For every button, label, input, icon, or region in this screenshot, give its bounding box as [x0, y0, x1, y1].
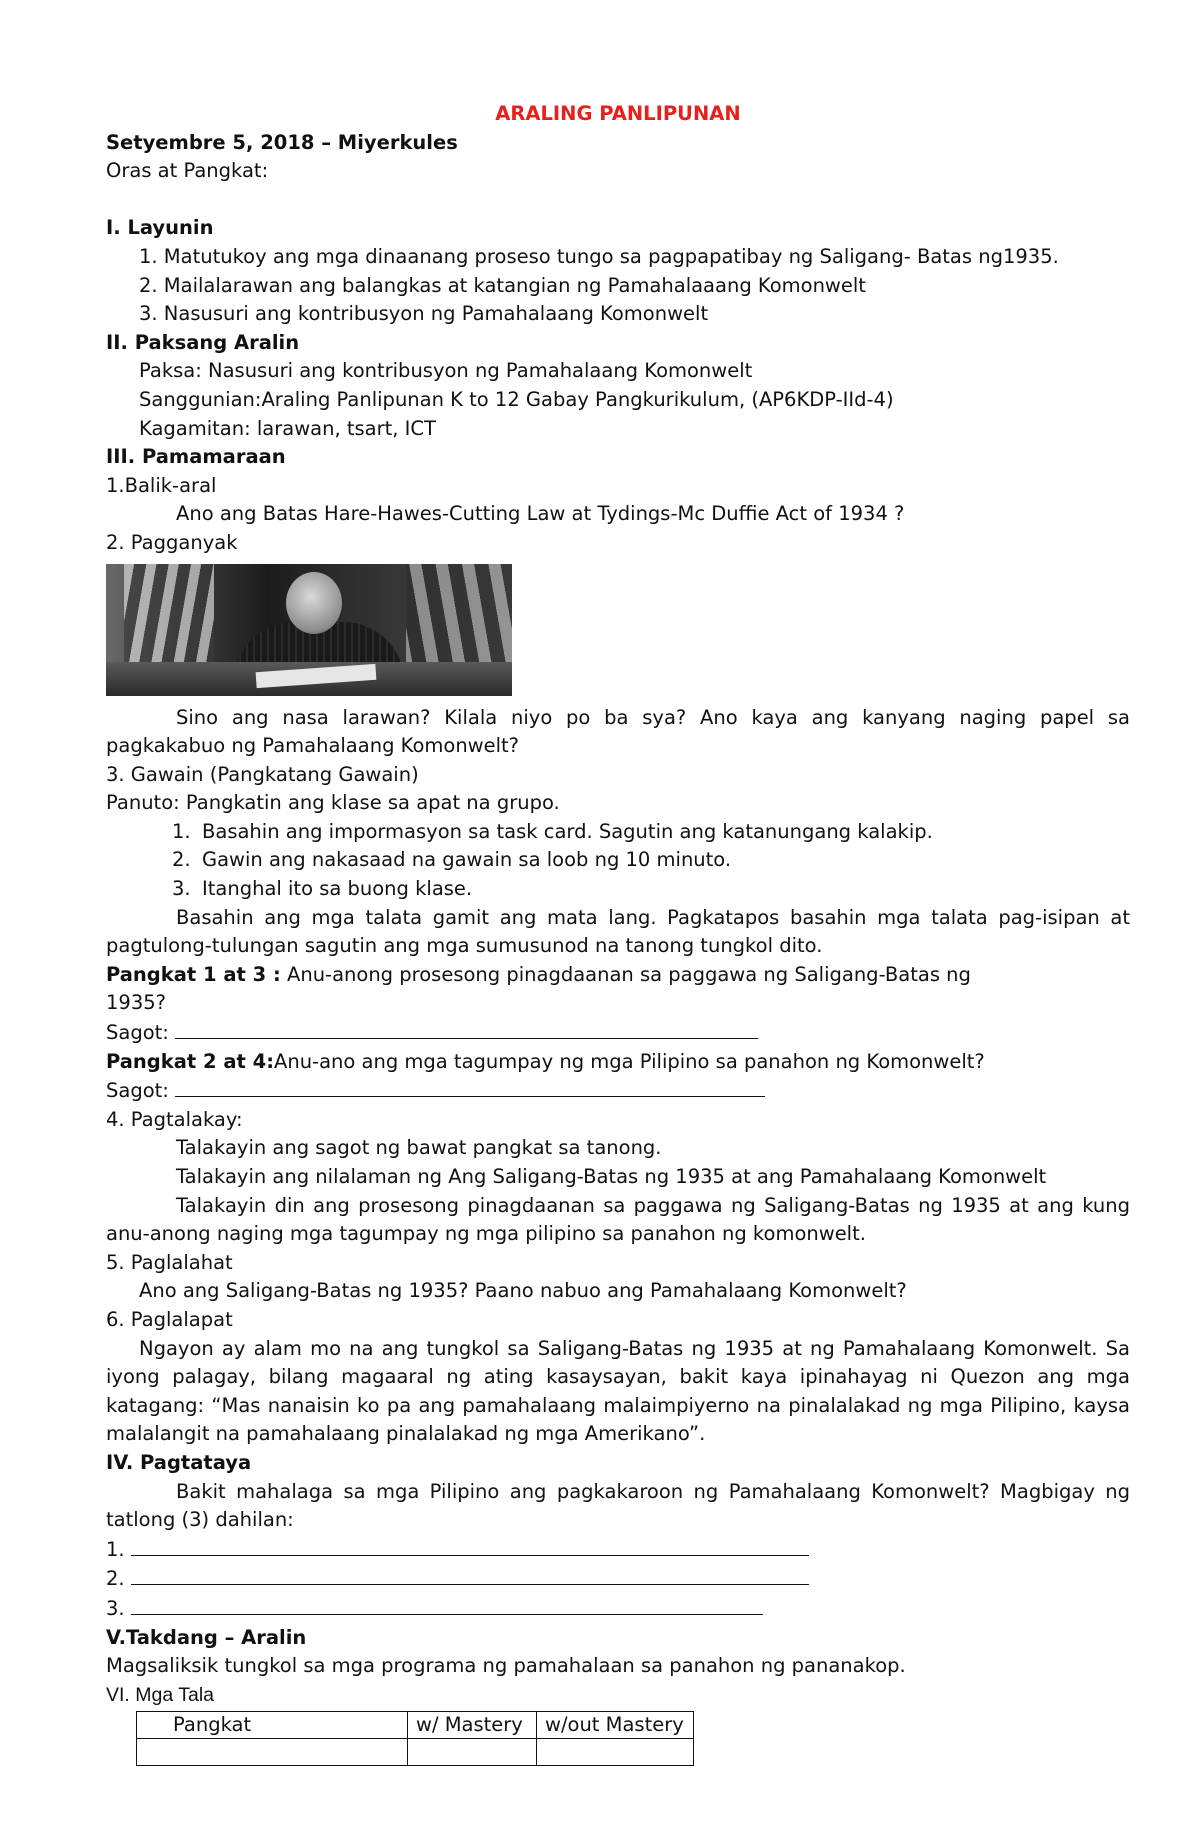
pangkat-question-text: Anu-anong prosesong pinagdaanan sa paggawa ng Saligang-Batas ng: [280, 962, 971, 986]
talakay-paragraph: Talakayin din ang prosesong pinagdaanan sa paggawa ng Saligang-Batas ng 1935 at ang kung anu-anong naging mga tagumpay ng mga pilipino sa panahon ng komonwelt.: [106, 1193, 1130, 1246]
paksa-line: Paksa: Nasusuri ang kontribusyon ng Pamahalaang Komonwelt: [139, 359, 753, 383]
balik-aral-question: Ano ang Batas Hare-Hawes-Cutting Law at Tydings-Mc Duffie Act of 1934 ?: [176, 502, 905, 526]
gawain-item: [106, 846, 1130, 875]
answer-number: 3.: [106, 1596, 131, 1620]
pagtataya-question: Bakit mahalaga sa mga Pilipino ang pagkakaroon ng Pamahalaang Komonwelt? Magbigay ng tatlong (3) dahilan:: [106, 1479, 1130, 1532]
takdang-aralin-heading: V.Takdang – Aralin: [106, 1625, 307, 1649]
answer-line-2: [106, 1564, 1130, 1594]
page-title: ARALING PANLIPUNAN: [495, 102, 741, 125]
pangkat-label: Pangkat 2 at 4:: [106, 1049, 274, 1073]
sagot-label: Sagot:: [106, 1079, 176, 1103]
gawain-item: [106, 875, 1130, 904]
pamamaraan-heading: III. Pamamaraan: [106, 445, 286, 469]
basahin-paragraph: Basahin ang mga talata gamit ang mata lang. Pagkatapos basahin mga talata pag-isipan at pagtulong-tulungan sagutin ang mga sumusunod na tanong tungkol dito.: [106, 905, 1130, 958]
sanggunian-line: Sanggunian:Araling Panlipunan K to 12 Gabay Pangkurikulum, (AP6KDP-IId-4): [139, 387, 894, 411]
kagamitan-line: Kagamitan: larawan, tsart, ICT: [139, 416, 436, 440]
sagot-label: Sagot:: [106, 1021, 176, 1045]
figure-head: [286, 572, 342, 634]
mga-tala-table: [136, 1711, 694, 1766]
table-header-row: [137, 1712, 694, 1739]
paglalahat-heading: 5. Paglalahat: [106, 1250, 233, 1274]
mga-tala-heading: VI. Mga Tala: [106, 1683, 215, 1706]
table-cell[interactable]: [537, 1739, 694, 1766]
item-text: Itanghal ito sa buong klase.: [202, 877, 473, 901]
lesson-plan: [106, 100, 1130, 1766]
pangkat-1-3-question: [106, 961, 1130, 990]
pagtataya-heading: IV. Pagtataya: [106, 1450, 252, 1474]
layunin-item: 1. Matutukoy ang mga dinaanang proseso tungo sa pagpapatibay ng Saligang- Batas ng1935.: [139, 244, 1059, 268]
paglalapat-paragraph: Ngayon ay alam mo na ang tungkol sa Saligang-Batas ng 1935 at ng Pamahalaang Komonwelt. Sa iyong palagay, bilang magaaral ng ating kasaysayan, bakit kaya ipinahayag ni Quezon ang mga katagang: “Mas nanaisin ko pa ang pamahalaang malaimpiyerno na pinalalakad ng mga Pilipino, kaysa malalangit na pamahalaang pinalalakad ng mga Amerikano”.: [106, 1336, 1130, 1446]
gawain-item: [106, 818, 1130, 847]
paglalahat-question: Ano ang Saligang-Batas ng 1935? Paano nabuo ang Pamahalaang Komonwelt?: [139, 1279, 907, 1303]
spacer: [106, 186, 1130, 215]
pangkat-question-text: Anu-ano ang mga tagumpay ng mga Pilipino sa panahon ng Komonwelt?: [274, 1049, 985, 1073]
balik-aral-heading: 1.Balik-aral: [106, 473, 217, 497]
item-text: Gawin ang nakasaad na gawain sa loob ng 10 minuto.: [202, 848, 732, 872]
oras-line: Oras at Pangkat:: [106, 159, 269, 183]
sagot-line: [106, 1076, 1130, 1106]
pagganyak-question: Sino ang nasa larawan? Kilala niyo po ba sya? Ano kaya ang kanyang naging papel sa pagkakabuo ng Pamahalaang Komonwelt?: [106, 705, 1130, 758]
answer-blank[interactable]: [131, 1535, 809, 1556]
answer-number: 2.: [106, 1567, 131, 1591]
answer-blank[interactable]: [175, 1018, 758, 1039]
pagganyak-heading: 2. Pagganyak: [106, 530, 238, 554]
sagot-line: [106, 1018, 1130, 1048]
table-row: [137, 1739, 694, 1766]
column-header: w/out Mastery: [537, 1712, 694, 1739]
pagtalakay-heading: 4. Pagtalakay:: [106, 1107, 243, 1131]
talakay-line: Talakayin ang sagot ng bawat pangkat sa tanong.: [176, 1136, 662, 1160]
item-number: 2.: [172, 848, 191, 872]
answer-line-1: [106, 1535, 1130, 1565]
answer-line-3: [106, 1594, 1130, 1624]
answer-blank[interactable]: [131, 1594, 763, 1615]
gawain-heading: 3. Gawain (Pangkatang Gawain): [106, 762, 419, 786]
takdang-aralin-text: Magsaliksik tungkol sa mga programa ng pamahalaan sa panahon ng pananakop.: [106, 1654, 906, 1678]
item-number: 3.: [172, 877, 191, 901]
table-cell[interactable]: [408, 1739, 537, 1766]
pangkat-1-3-question-cont: 1935?: [106, 991, 166, 1015]
pangkat-2-4-question: [106, 1048, 1130, 1077]
paksang-aralin-heading: II. Paksang Aralin: [106, 330, 300, 354]
answer-blank[interactable]: [175, 1076, 765, 1097]
talakay-line: Talakayin ang nilalaman ng Ang Saligang-Batas ng 1935 at ang Pamahalaang Komonwelt: [176, 1165, 1047, 1188]
column-header: Pangkat: [137, 1712, 408, 1739]
pangkat-label: Pangkat 1 at 3 :: [106, 962, 281, 986]
panuto-line: Panuto: Pangkatin ang klase sa apat na grupo.: [106, 791, 560, 815]
layunin-item: 3. Nasusuri ang kontribusyon ng Pamahalaang Komonwelt: [139, 302, 709, 326]
date-line: Setyembre 5, 2018 – Miyerkules: [106, 130, 458, 154]
portrait-photo: [106, 564, 512, 696]
answer-blank[interactable]: [131, 1564, 809, 1585]
answer-number: 1.: [106, 1537, 131, 1561]
item-text: Basahin ang impormasyon sa task card. Sagutin ang katanungang kalakip.: [202, 819, 933, 843]
column-header: w/ Mastery: [408, 1712, 537, 1739]
layunin-heading: I. Layunin: [106, 216, 214, 240]
table-cell[interactable]: [137, 1739, 408, 1766]
paglalapat-heading: 6. Paglalapat: [106, 1307, 233, 1331]
layunin-item: 2. Mailalarawan ang balangkas at katangian ng Pamahalaaang Komonwelt: [139, 273, 866, 297]
item-number: 1.: [172, 819, 191, 843]
